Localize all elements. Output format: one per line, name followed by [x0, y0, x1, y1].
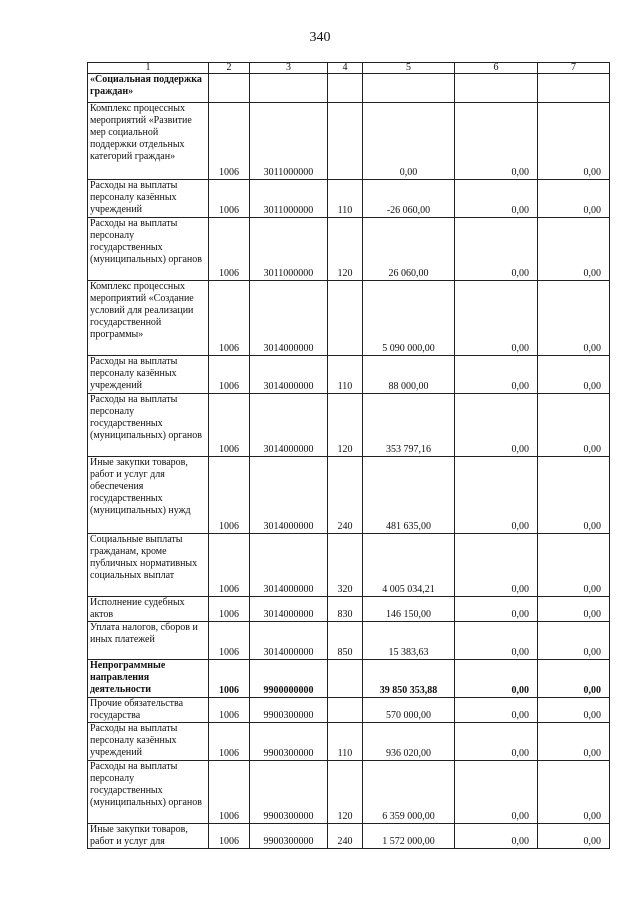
- amount-value: 15 383,63: [363, 622, 455, 660]
- amount-col7: 0,00: [538, 660, 610, 698]
- page-number: 340: [309, 30, 331, 45]
- amount-col7: 0,00: [538, 761, 610, 824]
- amount-col6: 0,00: [455, 723, 538, 761]
- section-code: 1006: [209, 698, 250, 723]
- table-row: [88, 723, 610, 761]
- amount-col6: [455, 74, 538, 103]
- section-code: 1006: [209, 356, 250, 394]
- table-row: [88, 597, 610, 622]
- target-article-code: 3011000000: [250, 180, 328, 218]
- amount-col7: 0,00: [538, 457, 610, 534]
- column-header: 3: [250, 63, 328, 74]
- expense-type-code: 240: [328, 457, 363, 534]
- column-header: 4: [328, 63, 363, 74]
- row-description: Расходы на выплаты персоналу казённых учреждений: [88, 356, 209, 394]
- amount-col6: 0,00: [455, 457, 538, 534]
- column-header: 1: [88, 63, 209, 74]
- amount-value: 0,00: [363, 103, 455, 180]
- amount-value: 570 000,00: [363, 698, 455, 723]
- amount-col6: 0,00: [455, 394, 538, 457]
- amount-col6: 0,00: [455, 622, 538, 660]
- section-code: 1006: [209, 597, 250, 622]
- target-article-code: 9900300000: [250, 723, 328, 761]
- target-article-code: 3014000000: [250, 394, 328, 457]
- table-row: [88, 761, 610, 824]
- column-header: 2: [209, 63, 250, 74]
- section-code: 1006: [209, 180, 250, 218]
- section-code: 1006: [209, 394, 250, 457]
- section-code: 1006: [209, 534, 250, 597]
- amount-col7: 0,00: [538, 218, 610, 281]
- amount-col6: 0,00: [455, 660, 538, 698]
- amount-value: 26 060,00: [363, 218, 455, 281]
- table-row: [88, 218, 610, 281]
- amount-col6: 0,00: [455, 597, 538, 622]
- expense-type-code: [328, 74, 363, 103]
- row-description: Расходы на выплаты персоналу казённых учреждений: [88, 723, 209, 761]
- amount-value: 4 005 034,21: [363, 534, 455, 597]
- amount-col6: 0,00: [455, 180, 538, 218]
- row-description: Расходы на выплаты персоналу государственных (муниципальных) органов: [88, 394, 209, 457]
- expense-type-code: 110: [328, 723, 363, 761]
- amount-value: 88 000,00: [363, 356, 455, 394]
- row-description: Непрограммные направления деятельности: [88, 660, 209, 698]
- column-header: 5: [363, 63, 455, 74]
- expense-type-code: 120: [328, 218, 363, 281]
- table-row: [88, 356, 610, 394]
- table-row: [88, 180, 610, 218]
- amount-col7: 0,00: [538, 103, 610, 180]
- amount-col6: 0,00: [455, 356, 538, 394]
- amount-value: 353 797,16: [363, 394, 455, 457]
- amount-col7: 0,00: [538, 534, 610, 597]
- section-code: 1006: [209, 622, 250, 660]
- row-description: Иные закупки товаров, работ и услуг для обеспечения государственных (муниципальных) нужд: [88, 457, 209, 534]
- row-description: Уплата налогов, сборов и иных платежей: [88, 622, 209, 660]
- amount-value: 481 635,00: [363, 457, 455, 534]
- expense-type-code: 830: [328, 597, 363, 622]
- section-code: 1006: [209, 723, 250, 761]
- target-article-code: 9900300000: [250, 824, 328, 849]
- row-description: Расходы на выплаты персоналу казённых учреждений: [88, 180, 209, 218]
- amount-value: [363, 74, 455, 103]
- amount-col7: 0,00: [538, 394, 610, 457]
- amount-col6: 0,00: [455, 698, 538, 723]
- expense-type-code: 120: [328, 394, 363, 457]
- section-code: 1006: [209, 281, 250, 356]
- expense-type-code: 110: [328, 180, 363, 218]
- row-description: Комплекс процессных мероприятий «Создание условий для реализации государственной программы»: [88, 281, 209, 356]
- section-code: [209, 74, 250, 103]
- target-article-code: [250, 74, 328, 103]
- amount-col7: 0,00: [538, 698, 610, 723]
- target-article-code: 3014000000: [250, 597, 328, 622]
- expense-type-code: 120: [328, 761, 363, 824]
- amount-col6: 0,00: [455, 824, 538, 849]
- target-article-code: 9900300000: [250, 698, 328, 723]
- table-row: [88, 622, 610, 660]
- amount-col6: 0,00: [455, 103, 538, 180]
- row-description: Социальные выплаты гражданам, кроме публичных нормативных социальных выплат: [88, 534, 209, 597]
- amount-col6: 0,00: [455, 218, 538, 281]
- row-description: Расходы на выплаты персоналу государственных (муниципальных) органов: [88, 761, 209, 824]
- amount-value: 6 359 000,00: [363, 761, 455, 824]
- table-row: [88, 103, 610, 180]
- amount-value: 39 850 353,88: [363, 660, 455, 698]
- target-article-code: 3011000000: [250, 218, 328, 281]
- amount-col6: 0,00: [455, 534, 538, 597]
- target-article-code: 3014000000: [250, 457, 328, 534]
- amount-col7: 0,00: [538, 824, 610, 849]
- expense-type-code: [328, 103, 363, 180]
- amount-value: 936 020,00: [363, 723, 455, 761]
- row-description: «Социальная поддержка граждан»: [88, 74, 209, 103]
- amount-col7: 0,00: [538, 281, 610, 356]
- section-code: 1006: [209, 103, 250, 180]
- amount-value: -26 060,00: [363, 180, 455, 218]
- column-header: 7: [538, 63, 610, 74]
- amount-col7: [538, 74, 610, 103]
- column-header: 6: [455, 63, 538, 74]
- table-row: [88, 394, 610, 457]
- target-article-code: 3014000000: [250, 356, 328, 394]
- table-row: [88, 74, 610, 103]
- expense-type-code: [328, 660, 363, 698]
- amount-col7: 0,00: [538, 356, 610, 394]
- table-row: [88, 660, 610, 698]
- section-code: 1006: [209, 457, 250, 534]
- expense-type-code: 240: [328, 824, 363, 849]
- row-description: Исполнение судебных актов: [88, 597, 209, 622]
- target-article-code: 3014000000: [250, 281, 328, 356]
- row-description: Прочие обязательства государства: [88, 698, 209, 723]
- section-code: 1006: [209, 660, 250, 698]
- amount-col7: 0,00: [538, 597, 610, 622]
- table-row: [88, 457, 610, 534]
- row-description: Иные закупки товаров, работ и услуг для: [88, 824, 209, 849]
- expense-type-code: 110: [328, 356, 363, 394]
- amount-col6: 0,00: [455, 761, 538, 824]
- row-description: Расходы на выплаты персоналу государственных (муниципальных) органов: [88, 218, 209, 281]
- table-row: [88, 824, 610, 849]
- target-article-code: 3014000000: [250, 534, 328, 597]
- target-article-code: 3011000000: [250, 103, 328, 180]
- table-row: [88, 281, 610, 356]
- table-row: [88, 698, 610, 723]
- table-row: [88, 534, 610, 597]
- table-body: [88, 74, 610, 849]
- section-code: 1006: [209, 824, 250, 849]
- budget-table: [87, 62, 610, 849]
- target-article-code: 9900000000: [250, 660, 328, 698]
- amount-value: 5 090 000,00: [363, 281, 455, 356]
- expense-type-code: 850: [328, 622, 363, 660]
- target-article-code: 9900300000: [250, 761, 328, 824]
- row-description: Комплекс процессных мероприятий «Развитие мер социальной поддержки отдельных категорий граждан»: [88, 103, 209, 180]
- amount-value: 1 572 000,00: [363, 824, 455, 849]
- expense-type-code: [328, 698, 363, 723]
- amount-col6: 0,00: [455, 281, 538, 356]
- target-article-code: 3014000000: [250, 622, 328, 660]
- expense-type-code: 320: [328, 534, 363, 597]
- amount-col7: 0,00: [538, 180, 610, 218]
- amount-value: 146 150,00: [363, 597, 455, 622]
- expense-type-code: [328, 281, 363, 356]
- header-row: [88, 63, 610, 74]
- section-code: 1006: [209, 218, 250, 281]
- amount-col7: 0,00: [538, 622, 610, 660]
- amount-col7: 0,00: [538, 723, 610, 761]
- section-code: 1006: [209, 761, 250, 824]
